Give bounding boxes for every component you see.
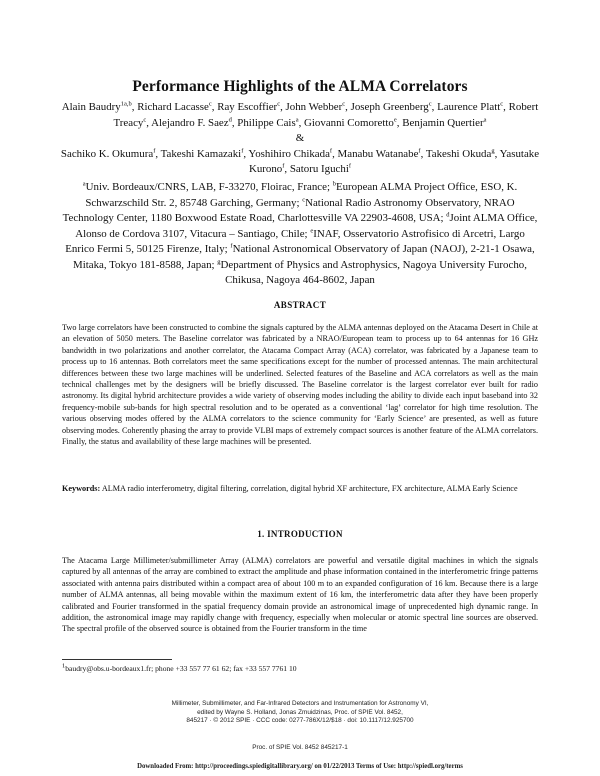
- author-sup: c: [143, 115, 147, 123]
- footnote-rule: [62, 659, 172, 660]
- author-line-1: Alain Baudry$^{1a,b}$, Richard Lacasse$^c$, Ray Escoffier$^c$, John Webber$^c$, Joseph Greenberg$^c$, Laurence Platt$^c$, Robert Treacy$^c$, Alejandro F. Saez$^d$, Philippe Cais$^a$, Giovanni Comoretto$^e$, Benjamin Quertier$^a$: [61, 100, 539, 129]
- author-sup: g: [491, 146, 495, 154]
- abstract-text: Two large correlators have been constructed to combine the signals captured by the ALMA antennas deployed on the Atacama Desert in Chile at an elevation of 5050 meters. The Baseline correlator was fabricated by a NRAO/European team to process up to 64 antennas for 16 GHz bandwidth in two polarizations and another correlator, the Atacama Compact Array (ACA) correlator, was fabricated by a Japanese team to process up to 16 antennas. Both correlators meet the same specifications except for the number of processed antennas. The main architectural differences between these two large machines will be underlined. Selected features of the Baseline and ACA correlators as well as the main technical challenges met by the designers will be briefly discussed. The Baseline correlator is the largest correlator ever built for radio astronomy. Its digital hybrid architecture provides a wide variety of observing modes including the ability to divide each input baseband into 32 frequency-mobile sub-bands for high spectral resolution and to be operated as a conventional ‘lag’ correlator for high time resolution. The various observing modes offered by the ALMA correlators to the science community for ‘Early Science’ are presented, as well as future observing modes. Coherently phasing the array to provide VLBI maps of extremely compact sources is another feature of the ALMA correlators. Finally, the status and availability of these large machines will be presented.: [62, 323, 538, 447]
- author-sup: a: [295, 115, 299, 123]
- paper-title: Performance Highlights of the ALMA Correlators: [132, 78, 468, 95]
- author-sup: e: [393, 115, 397, 123]
- author-name: Manabu Watanabe: [337, 147, 419, 160]
- author-name: Richard Lacasse: [137, 101, 209, 113]
- affiliation-sup: g: [217, 257, 221, 265]
- author-name: Yasutake Kurono: [248, 147, 540, 175]
- author-sup: f: [282, 162, 285, 170]
- author-sup: a: [483, 115, 487, 123]
- author-sup: c: [342, 100, 346, 108]
- affiliation-text: National Radio Astronomy Observatory, NRAO Technology Center, 1180 Boxwood Estate Road, Charlottesville VA 22903-4608, USA;: [62, 196, 515, 224]
- author-name: Alain Baudry: [61, 101, 121, 113]
- author-name: Joseph Greenberg: [350, 101, 429, 113]
- affiliation-text: European ALMA Project Office, ESO, K. Schwarzschild Str. 2, 85748 Garching, Germany;: [85, 181, 518, 209]
- author-name: Sachiko K. Okumura: [60, 147, 154, 160]
- author-name: John Webber: [285, 101, 343, 113]
- author-name: Yoshihiro Chikada: [248, 147, 330, 160]
- author-line-2: Sachiko K. Okumura$^f$, Takeshi Kamazaki$^f$, Yoshihiro Chikada$^f$, Manabu Watanabe$^f$, Takeshi Okuda$^g$, Yasutake Kurono$^f$, Satoru Iguchi$^f$: [60, 146, 540, 175]
- author-name: Takeshi Kamazaki: [160, 147, 242, 160]
- author-sup: f: [418, 146, 421, 154]
- affiliation-sup: a: [82, 180, 86, 188]
- proceedings-line: Millimeter, Submillimeter, and Far-Infrared Detectors and Instrumentation for Astronomy VI,: [171, 700, 429, 707]
- author-ampersand: &: [295, 132, 305, 144]
- download-line: Downloaded From: http://proceedings.spiedigitallibrary.org/ on 01/22/2013 Terms of Use: http://spiedl.org/terms: [137, 763, 463, 770]
- author-name: Takeshi Okuda: [425, 147, 492, 160]
- author-name: Satoru Iguchi: [289, 163, 349, 175]
- author-name: Ray Escoffier: [217, 101, 278, 113]
- author-name: Philippe Cais: [237, 116, 296, 129]
- author-sup: f: [348, 162, 352, 170]
- author-sup: f: [241, 146, 244, 154]
- affiliation-text: Joint ALMA Office, Alonso de Cordova 3107, Vitacura – Santiago, Chile;: [75, 212, 538, 240]
- section-heading: 1. INTRODUCTION: [257, 529, 343, 539]
- affiliation-sup: f: [230, 242, 233, 250]
- author-name: Alejandro F. Saez: [151, 116, 229, 129]
- author-sup: c: [208, 100, 212, 108]
- author-sup: d: [228, 115, 232, 123]
- affiliation-sup: b: [332, 180, 336, 188]
- affiliation-list: [60, 180, 540, 289]
- keywords-text: ALMA radio interferometry, digital filtering, correlation, digital hybrid XF architecture, FX architecture, ALMA Early Science: [101, 484, 518, 493]
- abstract-heading: ABSTRACT: [273, 300, 327, 310]
- footnote-sup: 1: [62, 662, 66, 670]
- author-name: Giovanni Comoretto: [304, 116, 394, 129]
- author-list: [58, 100, 542, 178]
- proceedings-line: 845217 · © 2012 SPIE · CCC code: 0277-786X/12/$18 · doi: 10.1117/12.925700: [186, 717, 414, 725]
- keywords-label: Keywords:: [62, 484, 101, 493]
- author-sup: f: [329, 146, 333, 154]
- affiliation-text: Department of Physics and Astrophysics, Nagoya University Furocho, Chikusa, Nagoya 464-8602, Japan: [220, 258, 527, 286]
- affiliation-text: Univ. Bordeaux/CNRS, LAB, F-33270, Floirac, France;: [85, 181, 330, 193]
- author-sup: c: [500, 100, 504, 108]
- page-number: Proc. of SPIE Vol. 8452 845217-1: [252, 744, 348, 751]
- affiliation-sup: e: [310, 226, 314, 234]
- footnote: [62, 664, 538, 674]
- author-name: Benjamin Quertier: [402, 116, 484, 129]
- affiliation-sup: c: [302, 195, 306, 203]
- author-name: Robert Treacy: [113, 101, 539, 129]
- author-sup: c: [428, 100, 432, 108]
- author-sup: c: [277, 100, 281, 108]
- affiliation-sup: d: [446, 211, 450, 219]
- author-sup: 1a,b: [120, 100, 132, 108]
- footnote-text: baudry@obs.u-bordeaux1.fr; phone +33 557 77 61 62; fax +33 557 7761 10: [65, 664, 297, 673]
- author-sup: f: [153, 146, 156, 154]
- affiliation-text: INAF, Osservatorio Astrofisico di Arcetri, Largo Enrico Fermi 5, 50125 Firenze, Italy;: [65, 227, 525, 255]
- keywords: [62, 483, 538, 494]
- proceedings-line: edited by Wayne S. Holland, Jonas Zmuidzinas, Proc. of SPIE Vol. 8452,: [197, 708, 403, 716]
- proceedings-info: [0, 700, 600, 726]
- intro-text: The Atacama Large Millimeter/submillimeter Array (ALMA) correlators are powerful and versatile digital machines in which the signals captured by all antennas of the array are combined to extract the amplitude and phase information contained in the interferometric fringe patterns associated with antenna pairs distributed within a compact area of about 100 m to an expanded configuration of 16 km. Because there is a large number of ALMA antennas, all being movable within the maximum extent of 16 km, the interferometric data after they have been properly calibrated and Fourier transformed in the spatial frequency domain provide an astronomical image of unprecedented high dynamic range. In addition, the astronomical image may rapidly change with frequency, especially when molecular or atomic spectral line sources are observed. The spectral profile of the observed source is obtained from the Fourier transform in the time: [62, 556, 538, 634]
- author-name: Laurence Platt: [437, 101, 501, 113]
- affiliation-text: National Astronomical Observatory of Japan (NAOJ), 2-21-1 Osawa, Mitaka, Tokyo 181-8588, Japan;: [73, 243, 535, 271]
